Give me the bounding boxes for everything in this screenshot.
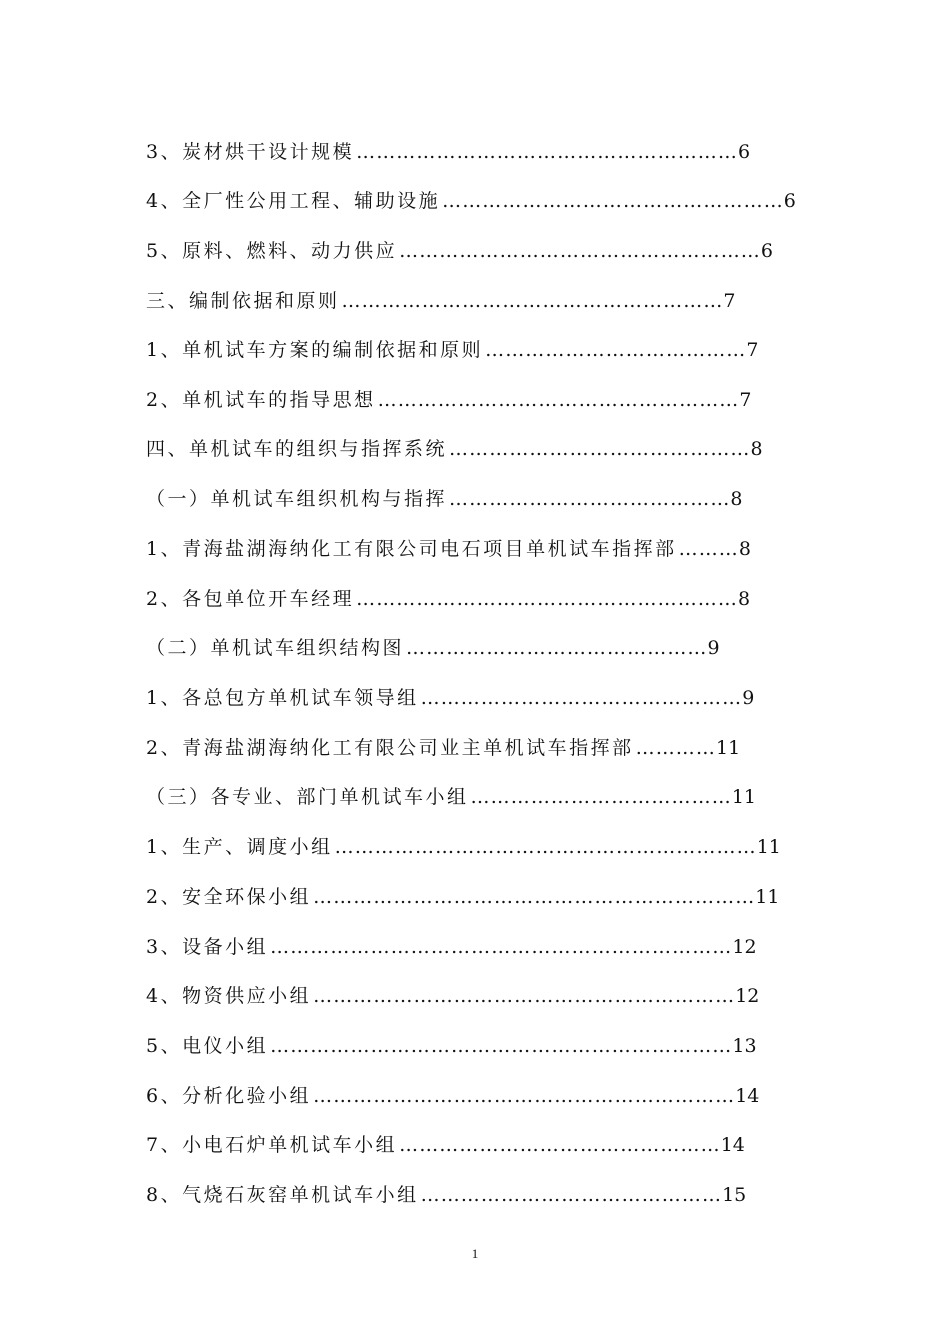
toc-entry-title: （一）单机试车组织机构与指挥 — [146, 488, 448, 510]
toc-entry-leader: ……………………………………………… — [399, 240, 761, 262]
toc-entry-title: 5、原料、燃料、动力供应 — [146, 240, 398, 262]
toc-entry-leader: ………………………………………………… — [356, 141, 738, 163]
toc-entry-leader: ………………………………………………… — [356, 588, 738, 610]
toc-entry-leader: ……… — [678, 538, 739, 560]
toc-entry — [146, 782, 756, 812]
toc-entry — [146, 137, 750, 167]
toc-entry — [146, 1081, 759, 1111]
toc-entry-title: 7、小电石炉单机试车小组 — [146, 1134, 398, 1156]
toc-entry — [146, 335, 759, 365]
toc-entry-title: 1、各总包方单机试车领导组 — [146, 687, 419, 709]
toc-entry-leader: ………………………………………………… — [341, 290, 724, 312]
toc-entry-page: 11 — [716, 737, 741, 759]
toc-entry-leader: ………………………………………… — [399, 1134, 721, 1156]
toc-entry-page: 8 — [738, 538, 751, 560]
toc-entry-leader: …………………………………………………………… — [270, 936, 733, 958]
toc-entry — [146, 683, 754, 713]
toc-entry-leader: ……………………………………………………… — [313, 1085, 736, 1107]
toc-entry-title: 1、单机试车方案的编制依据和原则 — [146, 339, 484, 361]
toc-entry — [146, 981, 759, 1011]
toc-entry-title: （三）各专业、部门单机试车小组 — [146, 786, 469, 808]
toc-entry-leader: …………………………………………… — [442, 190, 784, 212]
toc-entry-title: 1、青海盐湖海纳化工有限公司电石项目单机试车指挥部 — [146, 538, 677, 560]
toc-entry — [146, 534, 751, 564]
toc-entry-page: 6 — [738, 141, 751, 163]
toc-entry-title: 8、气烧石灰窑单机试车小组 — [146, 1184, 419, 1206]
toc-entry-page: 9 — [742, 687, 755, 709]
toc-entry-page: 7 — [723, 290, 736, 312]
toc-entry-leader: ……………………………………… — [406, 637, 708, 659]
toc-entry-page: 12 — [732, 936, 757, 958]
toc-entry-leader: ……………………………………… — [449, 438, 751, 460]
toc-entry-page: 14 — [735, 1085, 760, 1107]
toc-entry — [146, 1130, 745, 1160]
toc-entry — [146, 882, 779, 912]
toc-entry-page: 6 — [760, 240, 773, 262]
toc-entry-page: 11 — [731, 786, 757, 808]
toc-entry-title: 5、电仪小组 — [146, 1035, 269, 1057]
toc-entry — [146, 236, 773, 266]
toc-entry-page: 7 — [739, 389, 752, 411]
toc-entry-leader: ……………………………………………… — [377, 389, 740, 411]
toc-entry-leader: ………………………………………… — [420, 687, 743, 709]
toc-entry — [146, 733, 740, 763]
toc-entry-title: 3、设备小组 — [146, 936, 269, 958]
toc-entry-page: 12 — [735, 985, 760, 1007]
toc-entry-title: 6、分析化验小组 — [146, 1085, 312, 1107]
toc-entry — [146, 1031, 757, 1061]
toc-entry-title: 4、物资供应小组 — [146, 985, 312, 1007]
toc-entry-title: 2、各包单位开车经理 — [146, 588, 355, 610]
toc-entry — [146, 385, 752, 415]
toc-entry-page: 8 — [750, 438, 763, 460]
toc-entry-page: 15 — [722, 1184, 747, 1206]
toc-entry — [146, 1180, 746, 1210]
toc-entry-leader: ……………………………………………………… — [334, 836, 757, 858]
toc-entry-title: 4、全厂性公用工程、辅助设施 — [146, 190, 441, 212]
toc-entry — [146, 434, 763, 464]
toc-entry-page: 8 — [738, 588, 751, 610]
toc-entry-page: 6 — [783, 190, 796, 212]
toc-entry-page: 13 — [732, 1035, 757, 1057]
page-number: 1 — [471, 1246, 479, 1261]
toc-entry-page: 8 — [730, 488, 743, 510]
toc-entry-title: 四、单机试车的组织与指挥系统 — [146, 438, 448, 460]
toc-entry — [146, 832, 781, 862]
toc-entry-title: （二）单机试车组织结构图 — [146, 637, 405, 659]
toc-entry — [146, 932, 757, 962]
toc-entry-title: 3、炭材烘干设计规模 — [146, 141, 355, 163]
toc-entry-page: 11 — [756, 836, 781, 858]
toc-entry-title: 三、编制依据和原则 — [146, 290, 340, 312]
toc-entry-leader: ………………………………………………………… — [313, 886, 756, 908]
toc-entry-title: 2、单机试车的指导思想 — [146, 389, 376, 411]
toc-entry-title: 2、安全环保小组 — [146, 886, 312, 908]
toc-entry-page: 9 — [707, 637, 720, 659]
toc-entry-leader: ………………………………… — [485, 339, 747, 361]
toc-entry-page: 11 — [755, 886, 780, 908]
toc-entry-title: 2、青海盐湖海纳化工有限公司业主单机试车指挥部 — [146, 737, 634, 759]
toc-entry — [146, 633, 720, 663]
toc-entry-leader: ………………………………… — [470, 786, 732, 808]
toc-entry — [146, 584, 750, 614]
toc-entry — [146, 186, 796, 216]
toc-entry-page: 14 — [720, 1134, 745, 1156]
toc-entry — [146, 484, 743, 514]
toc-entry-leader: ………… — [635, 737, 716, 759]
toc-entry-leader: …………………………………… — [449, 488, 731, 510]
toc-entry-leader: …………………………………………………………… — [270, 1035, 733, 1057]
toc-entry — [146, 286, 736, 316]
toc-entry-leader: ……………………………………………………… — [313, 985, 736, 1007]
toc-entry-leader: ……………………………………… — [420, 1184, 723, 1206]
toc-entry-title: 1、生产、调度小组 — [146, 836, 333, 858]
toc-entry-page: 7 — [746, 339, 759, 361]
